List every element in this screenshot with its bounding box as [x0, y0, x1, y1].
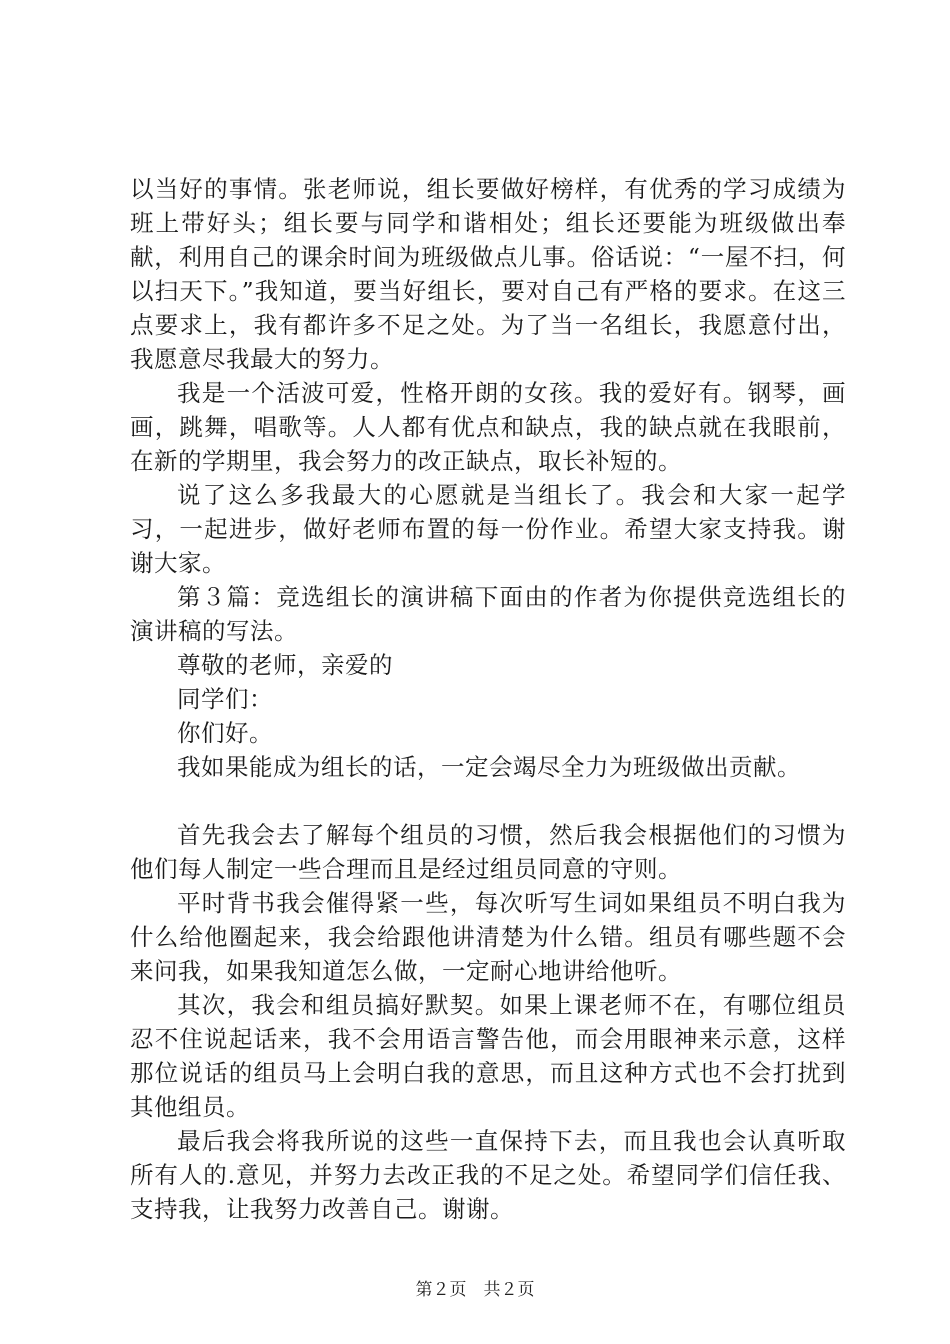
paragraph: 以当好的事情。张老师说，组长要做好榜样，有优秀的学习成绩为班上带好头；组长要与同学和谐相处；组长还要能为班级做出奉献，利用自己的课余时间为班级做点儿事。俗话说：“一屋不扫，何以扫天下。”我知道，要当好组长，要对自己有严格的要求。在这三点要求上，我有都许多不足之处。为了当一名组长，我愿意付出，我愿意尽我最大的努力。 — [130, 175, 846, 373]
paragraph: 尊敬的老师，亲爱的 — [177, 651, 393, 679]
paragraph: 你们好。 — [177, 719, 273, 747]
paragraph: 其次，我会和组员搞好默契。如果上课老师不在，有哪位组员忍不住说起话来，我不会用语言警告他，而会用眼神来示意，这样那位说话的组员马上会明白我的意思，而且这种方式也不会打扰到其他组员。 — [130, 991, 846, 1121]
paragraph: 同学们： — [177, 685, 273, 713]
paragraph: 平时背书我会催得紧一些，每次听写生词如果组员不明白我为什么给他圈起来，我会给跟他讲清楚为什么错。组员有哪些题不会来问我，如果我知道怎么做，一定耐心地讲给他听。 — [130, 889, 846, 985]
paragraph: 我是一个活波可爱，性格开朗的女孩。我的爱好有。钢琴，画画，跳舞，唱歌等。人人都有优点和缺点，我的缺点就在我眼前，在新的学期里，我会努力的改正缺点，取长补短的。 — [130, 379, 846, 475]
page-number-footer: 第２页 共２页 — [415, 1280, 535, 1300]
paragraph-gap — [130, 784, 846, 818]
paragraph: 最后我会将我所说的这些一直保持下去，而且我也会认真听取所有人的.意见，并努力去改正我的不足之处。希望同学们信任我、支持我，让我努力改善自己。谢谢。 — [130, 1127, 846, 1223]
paragraph: 首先我会去了解每个组员的习惯，然后我会根据他们的习惯为他们每人制定一些合理而且是经过组员同意的守则。 — [130, 821, 846, 883]
paragraph: 第３篇：竞选组长的演讲稿下面由的作者为你提供竞选组长的演讲稿的写法。 — [130, 583, 846, 645]
paragraph: 说了这么多我最大的心愿就是当组长了。我会和大家一起学习，一起进步，做好老师布置的每一份作业。希望大家支持我。谢谢大家。 — [130, 481, 846, 577]
paragraph: 我如果能成为组长的话，一定会竭尽全力为班级做出贡献。 — [177, 753, 801, 781]
document-body — [130, 172, 846, 1226]
